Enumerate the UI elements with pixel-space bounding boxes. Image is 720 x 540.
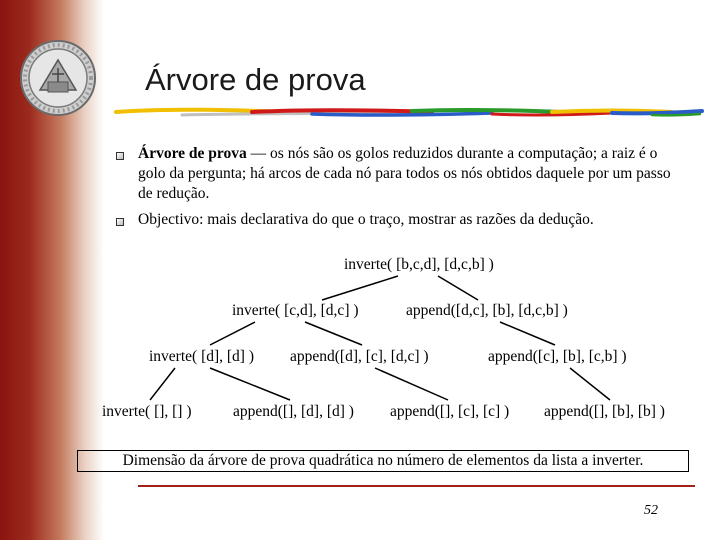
arc (322, 276, 398, 300)
arc (500, 322, 555, 345)
bullet-text-2 (138, 210, 683, 230)
arc (375, 368, 448, 400)
tree-node: inverte( [], [] ) (102, 403, 192, 420)
bullet-body: Objectivo: mais declarativa do que o traço, mostrar as razões da dedução. (138, 211, 594, 228)
bullet-bold-term: Árvore de prova (138, 145, 247, 162)
brush-stroke-decoration (112, 100, 706, 126)
bullet-body: — os nós são os golos reduzidos durante a computação; a raiz é o golo da pergunta; há arcos de cada nó para todos os nós obtidos daquele por um passo de redução. (138, 145, 671, 202)
arc (150, 368, 175, 400)
square-bullet-icon (116, 152, 124, 160)
arc (438, 276, 478, 300)
footer-rule (138, 485, 695, 487)
arc (210, 322, 255, 345)
bullet-text-1 (138, 144, 683, 204)
tree-node: append([d], [c], [d,c] ) (290, 348, 429, 365)
arc (570, 368, 610, 400)
square-bullet-icon (116, 218, 124, 226)
tree-node: inverte( [d], [d] ) (149, 348, 255, 365)
page-number: 52 (644, 503, 658, 518)
arc (210, 368, 290, 400)
slide-title: Árvore de prova (145, 62, 366, 97)
tree-node: append([], [d], [d] ) (233, 403, 354, 420)
tree-node: append([c], [b], [c,b] ) (488, 348, 627, 365)
arc (305, 322, 362, 345)
caption-box: Dimensão da árvore de prova quadrática no número de elementos da lista a inverter. (77, 450, 689, 472)
tree-node: append([], [c], [c] ) (390, 403, 510, 420)
tree-node: inverte( [c,d], [d,c] ) (232, 302, 359, 319)
tree-node-root: inverte( [b,c,d], [d,c,b] ) (344, 256, 494, 273)
university-seal-icon (18, 38, 98, 118)
tree-node: append([d,c], [b], [d,c,b] ) (406, 302, 568, 319)
tree-node: append([], [b], [b] ) (544, 403, 665, 420)
